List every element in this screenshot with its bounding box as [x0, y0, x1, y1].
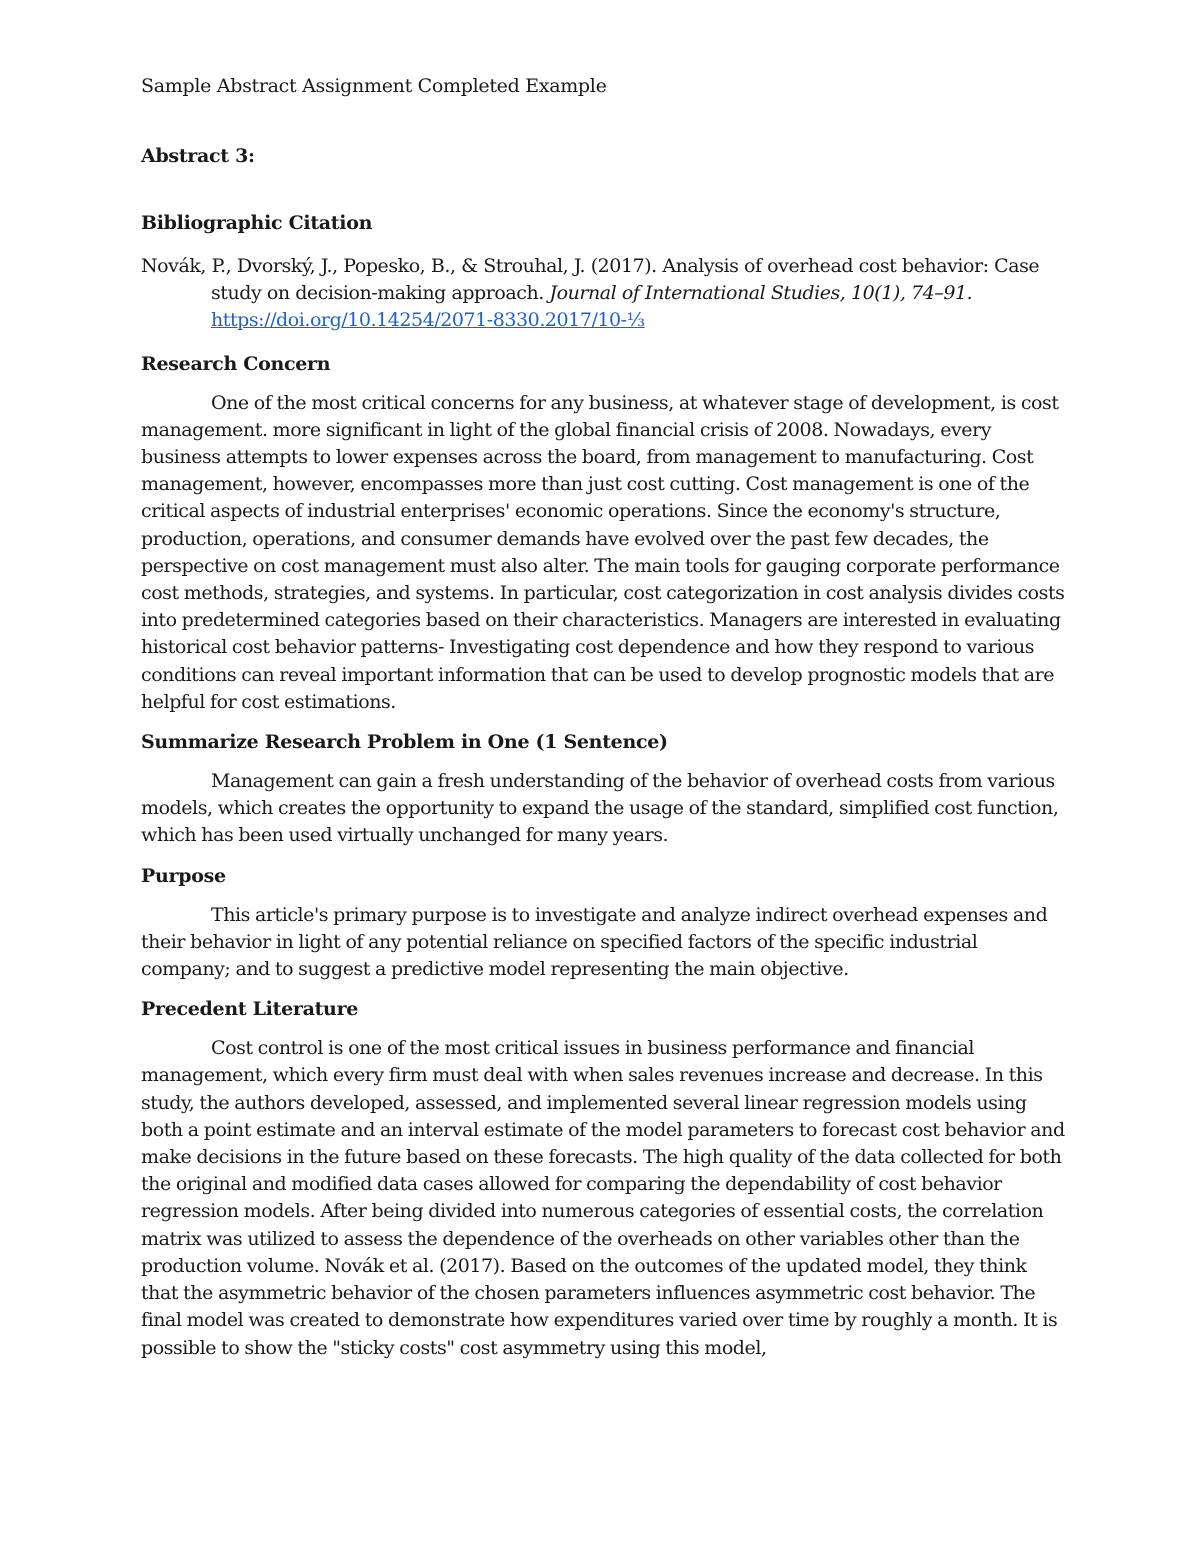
research-problem-heading: Summarize Research Problem in One (1 Sentence)	[141, 731, 668, 754]
abstract-label: Abstract 3:	[141, 145, 255, 167]
citation-authors-title: Novák, P., Dvorský, J., Popesko, B., & Strouhal, J. (2017). Analysis of overhead cost behavior: Case study on decision-making approach.	[141, 255, 1040, 305]
document-title: Sample Abstract Assignment Completed Example	[141, 75, 607, 97]
research-problem-paragraph: Management can gain a fresh understanding of the behavior of overhead costs from various models, which creates the opportunity to expand the usage of the standard, simplified cost function, which has been used virtually unchanged for many years.	[141, 770, 1059, 847]
citation-journal: Journal of International Studies, 10(1), 74–91.	[549, 282, 973, 305]
bibliographic-citation-heading: Bibliographic Citation	[141, 212, 373, 234]
research-concern-paragraph: One of the most critical concerns for any business, at whatever stage of development, is cost management. more significant in light of the global financial crisis of 2008. Nowadays, every business attempts to lower expenses across the board, from management to manufacturing. Cost management, however, encompasses more than just cost cutting. Cost management is one of the critical aspects of industrial enterprises' economic operations. Since the economy's structure, production, operations, and consumer demands have evolved over the past few decades, the perspective on cost management must also alter. The main tools for gauging corporate performance cost methods, strategies, and systems. In particular, cost categorization in cost analysis divides costs into predetermined categories based on their characteristics. Managers are interested in evaluating historical cost behavior patterns- Investigating cost dependence and how they respond to various conditions can reveal important information that can be used to develop prognostic models that are helpful for cost estimations.	[141, 391, 1065, 713]
precedent-literature-paragraph: Cost control is one of the most critical issues in business performance and financial management, which every firm must deal with when sales revenues increase and decrease. In this study, the authors developed, assessed, and implemented several linear regression models using both a point estimate and an interval estimate of the model parameters to forecast cost behavior and make decisions in the future based on these forecasts. The high quality of the data collected for both the original and modified data cases allowed for comparing the dependability of cost behavior regression models. After being divided into numerous categories of essential costs, the correlation matrix was utilized to assess the dependence of the overheads on other variables other than the production volume. Novák et al. (2017). Based on the outcomes of the updated model, they think that the asymmetric behavior of the chosen parameters influences asymmetric cost behavior. The final model was created to demonstrate how expenditures varied over time by roughly a month. It is possible to show the "sticky costs" cost asymmetry using this model,	[141, 1037, 1065, 1359]
document-page	[141, 70, 1066, 1362]
doi-link[interactable]: https://doi.org/10.14254/2071-8330.2017/10-⅓	[211, 309, 645, 332]
precedent-literature-heading: Precedent Literature	[141, 998, 359, 1021]
purpose-heading: Purpose	[141, 864, 226, 887]
purpose-paragraph: This article's primary purpose is to investigate and analyze indirect overhead expenses and their behavior in light of any potential reliance on specified factors of the specific industrial company; and to suggest a predictive model representing the main objective.	[141, 903, 1048, 981]
research-concern-heading: Research Concern	[141, 352, 331, 375]
citation-entry	[141, 253, 1066, 335]
